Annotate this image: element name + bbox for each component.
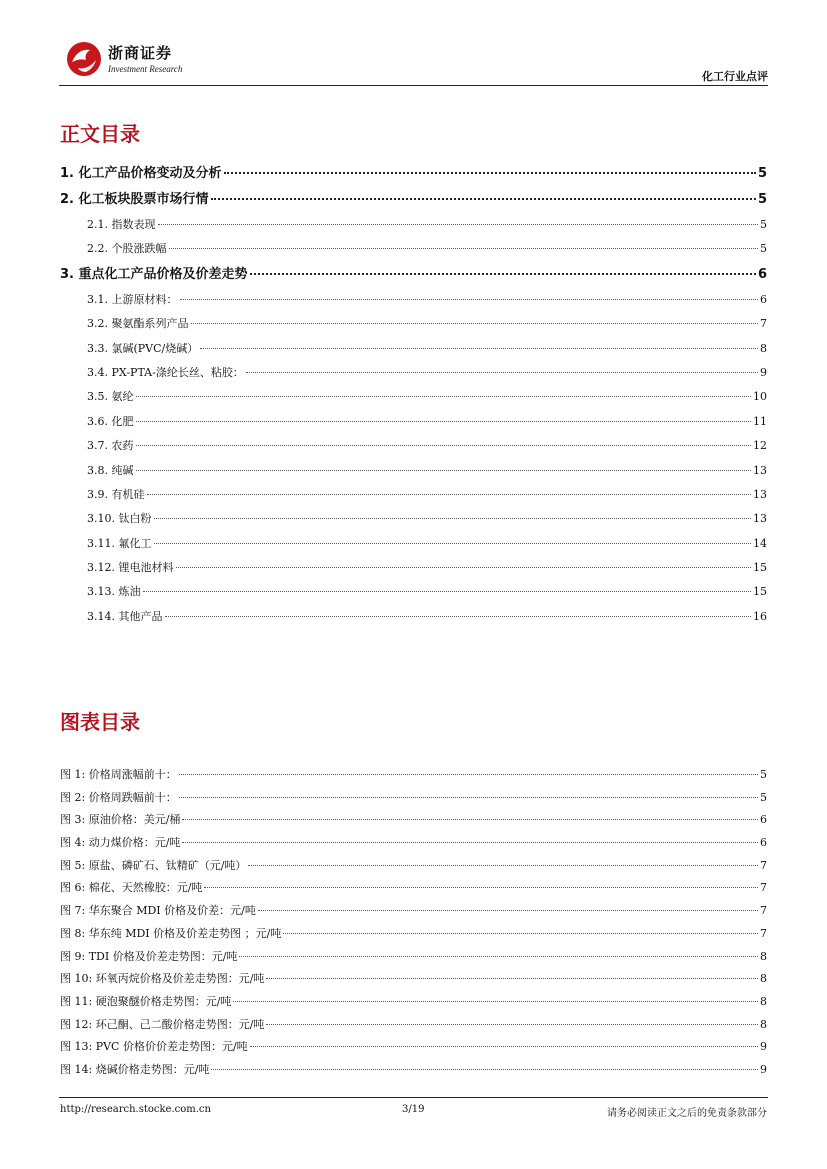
dot-leader — [233, 1001, 758, 1002]
dot-leader — [136, 470, 752, 471]
entry-label: 3.7. 农药 — [87, 439, 134, 453]
dot-leader — [250, 1046, 758, 1047]
entry-label: 图 1: 价格周涨幅前十： — [60, 768, 177, 781]
dot-leader — [239, 956, 758, 957]
footer-url[interactable]: http://research.stocke.com.cn — [60, 1104, 211, 1115]
entry-label: 图 4: 动力煤价格：元/吨 — [60, 836, 181, 850]
toc-subsection-entry[interactable] — [60, 434, 767, 458]
entry-page-number: 8 — [760, 949, 767, 963]
entry-label: 2. 化工板块股票市场行情 — [60, 192, 209, 207]
dot-leader — [179, 774, 758, 775]
figure-list-entry[interactable] — [60, 764, 767, 787]
entry-label: 3. 重点化工产品价格及价差走势 — [60, 266, 248, 282]
dot-leader — [224, 172, 756, 174]
entry-page-number: 8 — [760, 972, 767, 986]
entry-label: 3.5. 氨纶 — [87, 390, 134, 404]
dot-leader — [136, 396, 752, 397]
entry-label: 图 12: 环己酮、己二酸价格走势图：元/吨 — [60, 1017, 265, 1031]
dot-leader — [136, 445, 752, 446]
dot-leader — [182, 842, 758, 843]
dot-leader — [191, 323, 759, 324]
entry-label: 3.14. 其他产品 — [87, 609, 163, 623]
figure-list-entry[interactable] — [60, 991, 767, 1014]
toc-title: 正文目录 — [60, 122, 140, 146]
dot-leader — [143, 591, 752, 592]
entry-page-number: 5 — [757, 192, 767, 207]
entry-page-number: 10 — [753, 390, 767, 404]
toc-section-entry[interactable] — [60, 161, 767, 187]
entry-page-number: 5 — [760, 768, 767, 781]
toc-subsection-entry[interactable] — [60, 580, 767, 604]
dot-leader — [204, 887, 758, 888]
entry-page-number: 5 — [760, 242, 767, 256]
figure-list-entry[interactable] — [60, 923, 767, 946]
logo-mark-icon — [64, 38, 104, 78]
figure-list-entry[interactable] — [60, 855, 767, 878]
entry-page-number: 9 — [760, 365, 767, 379]
company-logo — [64, 38, 184, 82]
entry-page-number: 7 — [760, 904, 767, 918]
entry-label: 3.2. 聚氨酯系列产品 — [87, 317, 189, 331]
entry-label: 图 5: 原盐、磷矿石、钛精矿（元/吨） — [60, 858, 247, 872]
dot-leader — [258, 910, 758, 911]
dot-leader — [211, 198, 756, 200]
toc-subsection-entry[interactable] — [60, 410, 767, 434]
dot-leader — [136, 421, 752, 422]
dot-leader — [283, 933, 758, 934]
entry-page-number: 6 — [760, 292, 767, 306]
entry-page-number: 13 — [753, 487, 767, 501]
dot-leader — [180, 299, 759, 300]
figure-list-entry[interactable] — [60, 1059, 767, 1082]
toc-subsection-entry[interactable] — [60, 483, 767, 507]
entry-label: 图 11: 硬泡聚醚价格走势图：元/吨 — [60, 994, 232, 1008]
entry-label: 3.10. 钛白粉 — [87, 512, 152, 526]
toc-subsection-entry[interactable] — [60, 507, 767, 531]
entry-page-number: 8 — [760, 1017, 767, 1031]
toc-subsection-entry[interactable] — [60, 556, 767, 580]
report-category: 化工行业点评 — [702, 70, 768, 83]
entry-label: 3.8. 纯碱 — [87, 463, 134, 477]
dot-leader — [158, 224, 759, 225]
figure-list-entry[interactable] — [60, 832, 767, 855]
entry-label: 图 14: 烧碱价格走势图：元/吨 — [60, 1062, 210, 1076]
entry-page-number: 8 — [760, 994, 767, 1008]
entry-label: 3.4. PX-PTA-涤纶长丝、粘胶： — [87, 365, 244, 379]
entry-page-number: 15 — [753, 561, 767, 575]
dot-leader — [266, 1024, 758, 1025]
entry-page-number: 9 — [760, 1062, 767, 1076]
entry-page-number: 6 — [760, 836, 767, 850]
figure-list-entry[interactable] — [60, 900, 767, 923]
dot-leader — [246, 372, 758, 373]
entry-label: 图 13: PVC 价格价价差走势图：元/吨 — [60, 1040, 248, 1054]
entry-page-number: 13 — [753, 463, 767, 477]
dot-leader — [154, 518, 752, 519]
footer-disclaimer: 请务必阅读正文之后的免责条款部分 — [607, 1108, 767, 1119]
entry-page-number: 5 — [760, 790, 767, 804]
footer-page-number: 3/19 — [402, 1104, 425, 1115]
entry-page-number: 7 — [760, 926, 767, 940]
footer-divider — [59, 1097, 768, 1098]
entry-label: 图 7: 华东聚合 MDI 价格及价差：元/吨 — [60, 904, 256, 918]
toc-subsection-entry[interactable] — [60, 459, 767, 483]
entry-label: 3.13. 炼油 — [87, 585, 141, 599]
dot-leader — [266, 978, 758, 979]
dot-leader — [200, 348, 758, 349]
figure-list-entry[interactable] — [60, 1014, 767, 1037]
table-of-contents — [60, 161, 767, 629]
figure-list-entry[interactable] — [60, 809, 767, 832]
toc-section-entry[interactable] — [60, 262, 767, 288]
entry-page-number: 6 — [757, 266, 767, 282]
entry-page-number: 13 — [753, 512, 767, 526]
figure-list-entry[interactable] — [60, 1036, 767, 1059]
figure-list-entry[interactable] — [60, 877, 767, 900]
toc-subsection-entry[interactable] — [60, 337, 767, 361]
entry-page-number: 8 — [760, 341, 767, 355]
entry-label: 2.1. 指数表现 — [87, 218, 156, 231]
toc-subsection-entry[interactable] — [60, 361, 767, 385]
entry-page-number: 12 — [753, 439, 767, 453]
logo-english-name: Investment Research — [108, 64, 183, 74]
entry-page-number: 5 — [757, 166, 767, 181]
toc-subsection-entry[interactable] — [60, 312, 767, 336]
header-divider — [59, 85, 768, 86]
entry-label: 图 9: TDI 价格及价差走势图：元/吨 — [60, 949, 238, 963]
entry-label: 图 10: 环氧丙烷价格及价差走势图：元/吨 — [60, 972, 265, 986]
toc-subsection-entry[interactable] — [60, 605, 767, 629]
dot-leader — [211, 1069, 758, 1070]
toc-subsection-entry[interactable] — [60, 385, 767, 409]
toc-subsection-entry[interactable] — [60, 288, 767, 312]
entry-label: 3.12. 锂电池材料 — [87, 561, 174, 575]
dot-leader — [147, 494, 752, 495]
entry-page-number: 7 — [760, 858, 767, 872]
entry-label: 1. 化工产品价格变动及分析 — [60, 166, 222, 181]
entry-page-number: 14 — [753, 536, 767, 550]
figure-list-entry[interactable] — [60, 946, 767, 969]
toc-subsection-entry[interactable] — [60, 237, 767, 261]
logo-chinese-name: 浙商证券 — [108, 44, 173, 62]
figure-list-entry[interactable] — [60, 787, 767, 810]
entry-label: 图 3: 原油价格：美元/桶 — [60, 813, 181, 827]
entry-page-number: 6 — [760, 813, 767, 827]
entry-page-number: 16 — [753, 609, 767, 623]
entry-label: 3.1. 上游原材料： — [87, 292, 178, 306]
dot-leader — [176, 567, 752, 568]
figure-list-title: 图表目录 — [60, 710, 140, 734]
toc-subsection-entry[interactable] — [60, 532, 767, 556]
dot-leader — [250, 273, 756, 275]
figure-list — [60, 764, 767, 1082]
entry-page-number: 7 — [760, 317, 767, 331]
entry-label: 图 6: 棉花、天然橡胶：元/吨 — [60, 881, 203, 895]
entry-page-number: 5 — [760, 218, 767, 231]
dot-leader — [248, 865, 758, 866]
entry-page-number: 11 — [753, 414, 767, 428]
entry-label: 2.2. 个股涨跌幅 — [87, 242, 167, 256]
entry-label: 图 2: 价格周跌幅前十： — [60, 790, 177, 804]
entry-page-number: 15 — [753, 585, 767, 599]
figure-list-entry[interactable] — [60, 968, 767, 991]
entry-label: 3.6. 化肥 — [87, 414, 134, 428]
entry-page-number: 9 — [760, 1040, 767, 1054]
toc-section-entry[interactable] — [60, 187, 767, 213]
dot-leader — [154, 543, 752, 544]
toc-subsection-entry[interactable] — [60, 213, 767, 237]
entry-label: 3.3. 氯碱(PVC/烧碱） — [87, 341, 199, 355]
dot-leader — [169, 248, 759, 249]
entry-label: 3.9. 有机硅 — [87, 487, 145, 501]
dot-leader — [165, 616, 752, 617]
entry-label: 3.11. 氟化工 — [87, 536, 152, 550]
entry-page-number: 7 — [760, 881, 767, 895]
dot-leader — [182, 819, 758, 820]
dot-leader — [179, 797, 758, 798]
entry-label: 图 8: 华东纯 MDI 价格及价差走势图 ；元/吨 — [60, 926, 282, 940]
